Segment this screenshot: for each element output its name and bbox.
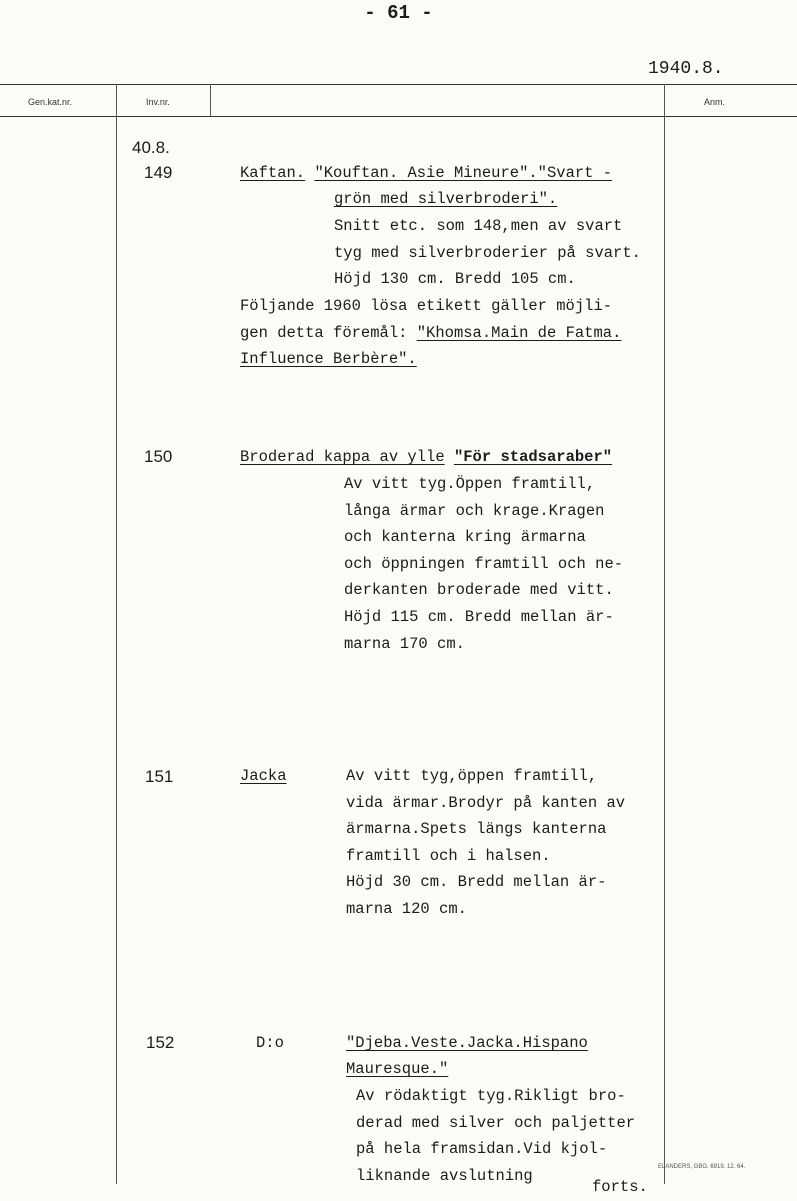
entry-149-line7: [240, 320, 621, 347]
entry-149-line2: grön med silverbroderi".: [334, 190, 558, 208]
entry-152-quote-line2: [346, 1056, 448, 1083]
entry-150-line: och kanterna kring ärmarna: [344, 528, 586, 547]
entry-149-line7-text: gen detta föremål:: [240, 324, 408, 342]
entry-152-line: Av rödaktigt tyg.Rikligt bro-: [356, 1087, 626, 1105]
entry-150-quote: "För stadsaraber": [453, 448, 613, 466]
entry-150-body: [344, 471, 623, 657]
entry-151-body: [346, 763, 625, 923]
entry-151-number: 151: [145, 767, 174, 786]
column-header-gen-kat: Gen.kat.nr.: [28, 97, 73, 107]
entry-152-quote-line2-text: Mauresque.": [346, 1060, 449, 1078]
column-header-anm: Anm.: [704, 97, 726, 107]
entry-149-line7-quote: "Khomsa.Main de Fatma.: [416, 324, 622, 342]
entry-149-line3: Snitt etc. som 148,men av svart: [334, 217, 623, 235]
entry-152-line: på hela framsidan.Vid kjol-: [356, 1140, 608, 1159]
column-divider-text: [210, 84, 211, 117]
entry-151-title: Jacka: [240, 767, 287, 785]
page-number: - 61 -: [364, 2, 433, 24]
entry-149-line1: [240, 160, 612, 187]
entry-149-line6: Följande 1960 lösa etikett gäller möjli-: [240, 297, 613, 315]
entry-151-line: Höjd 30 cm. Bredd mellan är-: [346, 873, 607, 892]
entry-150-number: 150: [144, 447, 173, 466]
entry-150-line: långa ärmar och krage.Kragen: [344, 501, 605, 520]
entry-150-line: Höjd 115 cm. Bredd mellan är-: [344, 607, 614, 626]
printer-mark: ELANDERS, GBG. 6919. 12. 64.: [658, 1164, 746, 1170]
entry-149-line8: Influence Berbère".: [240, 350, 417, 368]
entry-152-quote-line1: "Djeba.Veste.Jacka.Hispano: [346, 1034, 588, 1052]
entry-151-line: Av vitt tyg,öppen framtill,: [346, 767, 598, 785]
entry-149-line4: tyg med silverbroderier på svart.: [334, 244, 641, 262]
continued-marker: forts.: [592, 1178, 648, 1196]
entry-149-line5: Höjd 130 cm. Bredd 105 cm.: [334, 270, 576, 288]
column-header-inv: Inv.nr.: [146, 97, 170, 107]
entry-149-date: 40.8.: [132, 138, 170, 157]
entry-150-line: Av vitt tyg.Öppen framtill,: [344, 475, 596, 493]
entry-149-number: 149: [144, 163, 173, 182]
entry-152-line: liknande avslutning: [356, 1166, 533, 1185]
header-top-rule: [0, 84, 797, 85]
entry-152-title: D:o: [256, 1034, 284, 1052]
entry-151-line: vida ärmar.Brodyr på kanten av: [346, 793, 626, 812]
entry-149-quote: "Kouftan. Asie Mineure"."Svart -: [314, 164, 613, 182]
entry-151-line: framtill och i halsen.: [346, 846, 551, 865]
entry-150-title: Broderad kappa av ylle: [240, 448, 445, 466]
column-divider-inv: [116, 84, 117, 1184]
entry-150-line: och öppningen framtill och ne-: [344, 554, 624, 573]
entry-152-line: derad med silver och paljetter: [356, 1113, 636, 1132]
entry-149-title: Kaftan.: [240, 164, 306, 182]
entry-150-line: derkanten broderade med vitt.: [344, 581, 614, 600]
entry-150-line: marna 170 cm.: [344, 634, 465, 653]
entry-150-heading: [240, 444, 612, 471]
entry-151-line: ärmarna.Spets längs kanterna: [346, 820, 607, 839]
header-bottom-rule: [0, 116, 797, 117]
year-date: 1940.8.: [648, 59, 724, 79]
entry-152-number: 152: [146, 1033, 175, 1052]
column-divider-anm: [664, 84, 665, 1184]
entry-151-line: marna 120 cm.: [346, 899, 467, 918]
